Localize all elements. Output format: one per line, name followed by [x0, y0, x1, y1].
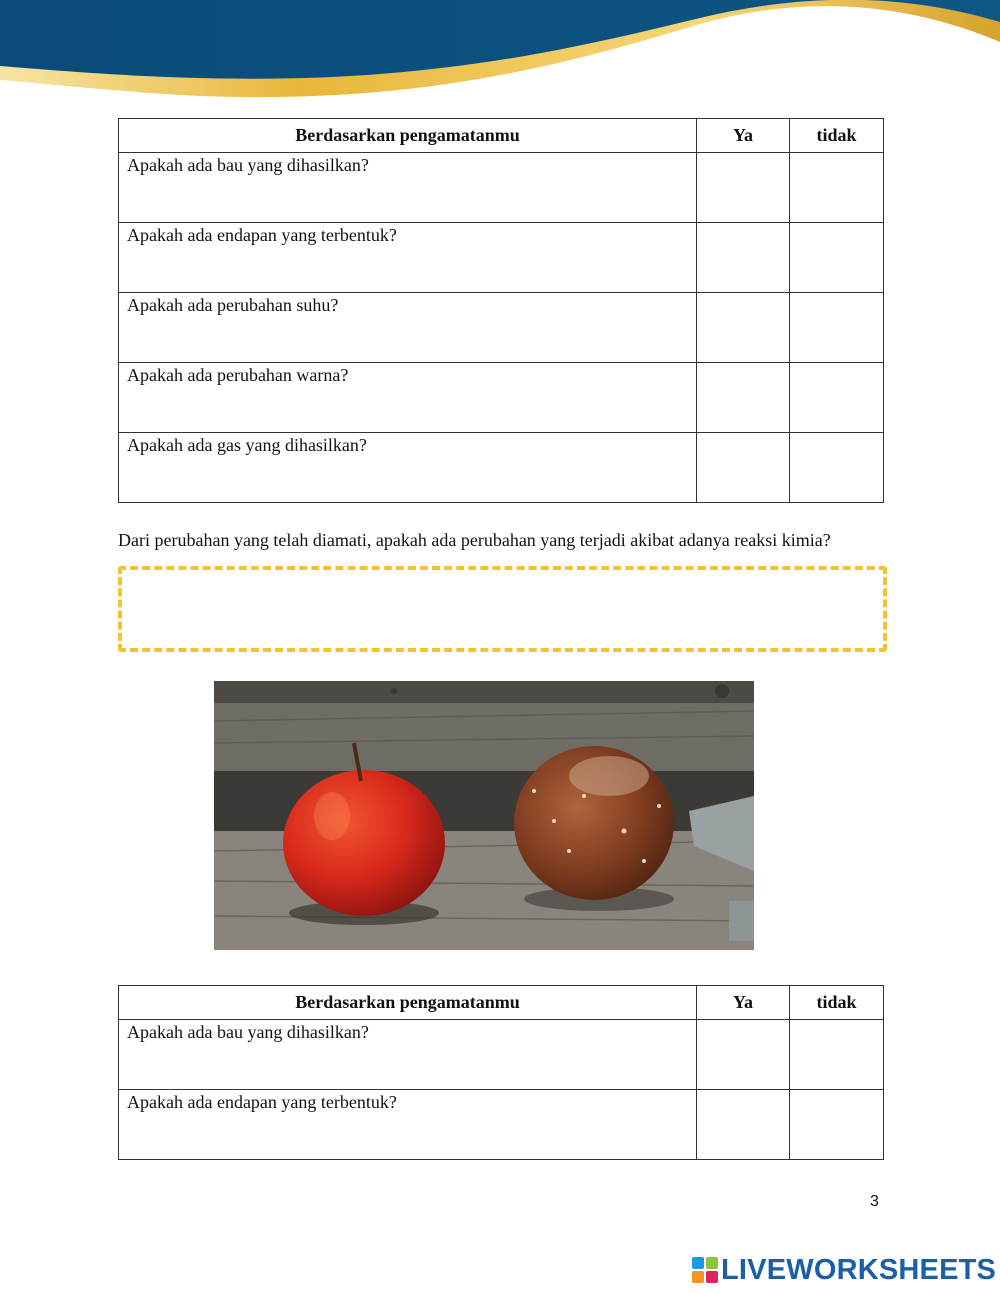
header-no: tidak: [790, 986, 884, 1020]
header-criteria: Berdasarkan pengamatanmu: [119, 986, 697, 1020]
observation-table-2: [118, 985, 884, 1160]
chemical-reaction-question: Dari perubahan yang telah diamati, apakah ada perubahan yang terjadi akibat adanya reaksi kimia?: [118, 530, 831, 550]
yes-answer-cell[interactable]: [697, 363, 790, 433]
table-row: [119, 153, 884, 223]
row-question: Apakah ada gas yang dihasilkan?: [119, 433, 697, 503]
table-row: [119, 363, 884, 433]
header-yes: Ya: [697, 986, 790, 1020]
no-answer-cell[interactable]: [790, 223, 884, 293]
no-answer-cell[interactable]: [790, 293, 884, 363]
row-question: Apakah ada endapan yang terbentuk?: [119, 1090, 697, 1160]
yes-answer-cell[interactable]: [697, 223, 790, 293]
table-row: [119, 433, 884, 503]
header-no: tidak: [790, 119, 884, 153]
yes-answer-cell[interactable]: [697, 433, 790, 503]
no-answer-cell[interactable]: [790, 363, 884, 433]
no-answer-cell[interactable]: [790, 433, 884, 503]
row-question: Apakah ada bau yang dihasilkan?: [119, 1020, 697, 1090]
yes-answer-cell[interactable]: [697, 153, 790, 223]
row-question: Apakah ada perubahan warna?: [119, 363, 697, 433]
liveworksheets-logo-icon: [692, 1257, 718, 1283]
table-row: [119, 1090, 884, 1160]
table-header-row: [119, 986, 884, 1020]
no-answer-cell[interactable]: [790, 153, 884, 223]
apple-photo: [214, 681, 754, 950]
no-answer-cell[interactable]: [790, 1020, 884, 1090]
table-header-row: [119, 119, 884, 153]
table-row: [119, 293, 884, 363]
brand-name: LIVEWORKSHEETS: [721, 1253, 997, 1286]
no-answer-cell[interactable]: [790, 1090, 884, 1160]
header-yes: Ya: [697, 119, 790, 153]
page-number: 3: [870, 1193, 879, 1210]
row-question: Apakah ada endapan yang terbentuk?: [119, 223, 697, 293]
header-banner: [0, 0, 1000, 110]
row-question: Apakah ada bau yang dihasilkan?: [119, 153, 697, 223]
row-question: Apakah ada perubahan suhu?: [119, 293, 697, 363]
liveworksheets-logo: [692, 1253, 996, 1287]
answer-input[interactable]: [122, 570, 883, 648]
table-row: [119, 1020, 884, 1090]
answer-box: [118, 566, 887, 652]
observation-table-1: [118, 118, 884, 503]
yes-answer-cell[interactable]: [697, 293, 790, 363]
header-criteria: Berdasarkan pengamatanmu: [119, 119, 697, 153]
yes-answer-cell[interactable]: [697, 1020, 790, 1090]
yes-answer-cell[interactable]: [697, 1090, 790, 1160]
table-row: [119, 223, 884, 293]
